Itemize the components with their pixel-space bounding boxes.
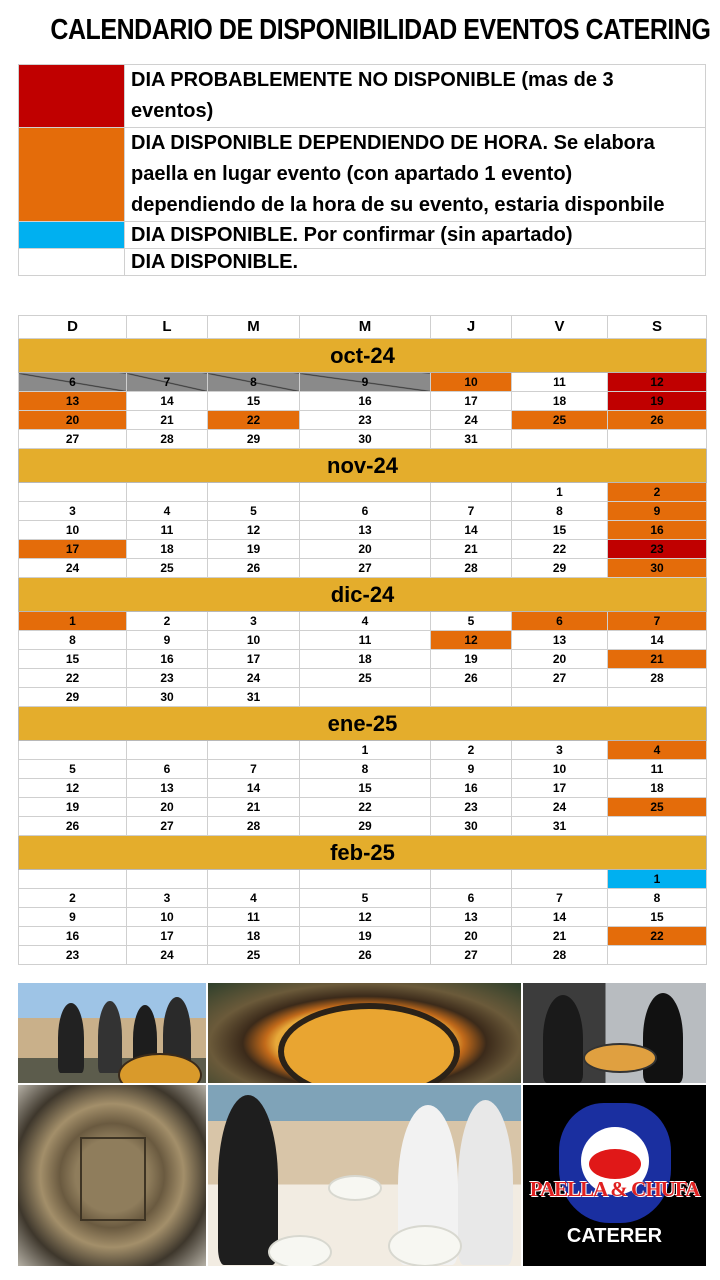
- legend-swatch-blue: [19, 222, 125, 249]
- day-cell: 19: [431, 650, 512, 669]
- day-cell: [608, 430, 707, 449]
- day-cell: 25: [608, 798, 707, 817]
- page-title: CALENDARIO DE DISPONIBILIDAD EVENTOS CATERING: [50, 14, 711, 46]
- day-cell: 10: [127, 908, 208, 927]
- legend-swatch-orange: [19, 128, 125, 222]
- day-cell: [127, 741, 208, 760]
- day-cell: 3: [208, 612, 300, 631]
- day-cell: 27: [431, 946, 512, 965]
- day-cell: 7: [431, 502, 512, 521]
- week-row: [19, 688, 707, 707]
- day-cell: 27: [19, 430, 127, 449]
- day-cell: 5: [431, 612, 512, 631]
- day-cell: 7: [512, 889, 608, 908]
- photo-collage: [18, 983, 706, 1266]
- day-cell: 18: [512, 392, 608, 411]
- day-cell: 8: [208, 373, 300, 392]
- day-cell: 31: [431, 430, 512, 449]
- day-cell: 27: [300, 559, 431, 578]
- day-cell: 19: [208, 540, 300, 559]
- day-cell: 1: [19, 612, 127, 631]
- logo-caterer-text: CATERER: [566, 1225, 663, 1247]
- day-cell: 20: [127, 798, 208, 817]
- day-cell: 5: [19, 760, 127, 779]
- week-row: [19, 669, 707, 688]
- week-row: [19, 540, 707, 559]
- legend-text: DIA DISPONIBLE DEPENDIENDO DE HORA. Se elabora paella en lugar evento (con apartado 1 evento) dependiendo de la hora de su evento, estaria disponbile: [125, 128, 706, 222]
- day-cell: 30: [431, 817, 512, 836]
- day-cell: 8: [512, 502, 608, 521]
- day-cell: 12: [300, 908, 431, 927]
- day-cell: [431, 483, 512, 502]
- day-cell: 19: [19, 798, 127, 817]
- day-cell: 13: [19, 392, 127, 411]
- day-cell: 31: [512, 817, 608, 836]
- day-cell: 15: [19, 650, 127, 669]
- photo-award-pan: [18, 1085, 206, 1266]
- day-cell: 17: [127, 927, 208, 946]
- week-row: [19, 373, 707, 392]
- day-cell: 14: [512, 908, 608, 927]
- day-cell: 22: [208, 411, 300, 430]
- day-cell: 15: [208, 392, 300, 411]
- day-cell: 25: [127, 559, 208, 578]
- day-cell: [300, 688, 431, 707]
- day-cell: [608, 946, 707, 965]
- week-row: [19, 430, 707, 449]
- week-row: [19, 392, 707, 411]
- month-label: ene-25: [19, 707, 707, 741]
- day-cell: 11: [512, 373, 608, 392]
- day-cell: 16: [608, 521, 707, 540]
- legend-row: [19, 65, 706, 128]
- week-row: [19, 946, 707, 965]
- day-cell: 17: [208, 650, 300, 669]
- day-cell: [512, 688, 608, 707]
- legend-text: DIA DISPONIBLE. Por confirmar (sin apartado): [125, 222, 706, 249]
- weekday-header: S: [608, 316, 707, 339]
- photo-paella-pan: [208, 983, 521, 1083]
- day-cell: 2: [608, 483, 707, 502]
- day-cell: 20: [300, 540, 431, 559]
- day-cell: [127, 870, 208, 889]
- day-cell: 30: [300, 430, 431, 449]
- weekday-header: M: [208, 316, 300, 339]
- day-cell: 21: [431, 540, 512, 559]
- legend-swatch-red: [19, 65, 125, 128]
- week-row: [19, 927, 707, 946]
- day-cell: 30: [608, 559, 707, 578]
- week-row: [19, 411, 707, 430]
- day-cell: 28: [608, 669, 707, 688]
- day-cell: 6: [512, 612, 608, 631]
- weekday-header: V: [512, 316, 608, 339]
- day-cell: [208, 741, 300, 760]
- day-cell: 28: [512, 946, 608, 965]
- day-cell: [19, 483, 127, 502]
- photo-logo: [523, 1085, 706, 1266]
- day-cell: 20: [512, 650, 608, 669]
- day-cell: 23: [431, 798, 512, 817]
- day-cell: 8: [19, 631, 127, 650]
- day-cell: 23: [300, 411, 431, 430]
- day-cell: 4: [127, 502, 208, 521]
- month-label: feb-25: [19, 836, 707, 870]
- day-cell: 15: [512, 521, 608, 540]
- month-header-row: [19, 836, 707, 870]
- day-cell: 24: [19, 559, 127, 578]
- day-cell: 6: [431, 889, 512, 908]
- day-cell: 14: [431, 521, 512, 540]
- day-cell: [300, 870, 431, 889]
- day-cell: 27: [127, 817, 208, 836]
- day-cell: [512, 430, 608, 449]
- legend-row: [19, 128, 706, 222]
- day-cell: 21: [608, 650, 707, 669]
- week-row: [19, 559, 707, 578]
- day-cell: 5: [208, 502, 300, 521]
- day-cell: 24: [208, 669, 300, 688]
- day-cell: 24: [127, 946, 208, 965]
- day-cell: 2: [431, 741, 512, 760]
- day-cell: 15: [300, 779, 431, 798]
- day-cell: 17: [431, 392, 512, 411]
- day-cell: 24: [431, 411, 512, 430]
- day-cell: 9: [127, 631, 208, 650]
- day-cell: 3: [512, 741, 608, 760]
- day-cell: 11: [608, 760, 707, 779]
- day-cell: 18: [608, 779, 707, 798]
- day-cell: 12: [208, 521, 300, 540]
- legend-table: [18, 64, 706, 276]
- legend-row: [19, 249, 706, 276]
- day-cell: 26: [300, 946, 431, 965]
- day-cell: 19: [608, 392, 707, 411]
- day-cell: 26: [208, 559, 300, 578]
- month-header-row: [19, 339, 707, 373]
- day-cell: [19, 870, 127, 889]
- day-cell: 7: [608, 612, 707, 631]
- day-cell: 14: [208, 779, 300, 798]
- day-cell: 8: [608, 889, 707, 908]
- day-cell: [512, 870, 608, 889]
- day-cell: 13: [300, 521, 431, 540]
- day-cell: 20: [431, 927, 512, 946]
- legend-text: DIA DISPONIBLE.: [125, 249, 706, 276]
- week-row: [19, 817, 707, 836]
- day-cell: [208, 870, 300, 889]
- weekday-header: M: [300, 316, 431, 339]
- day-cell: 6: [19, 373, 127, 392]
- day-cell: 18: [208, 927, 300, 946]
- day-cell: 10: [512, 760, 608, 779]
- logo-wordmark: PAELLA & CHUFA: [529, 1177, 700, 1201]
- day-cell: 30: [127, 688, 208, 707]
- day-cell: 10: [208, 631, 300, 650]
- day-cell: 26: [608, 411, 707, 430]
- day-cell: 21: [208, 798, 300, 817]
- day-cell: 9: [431, 760, 512, 779]
- day-cell: 31: [208, 688, 300, 707]
- day-cell: 1: [512, 483, 608, 502]
- week-row: [19, 798, 707, 817]
- month-header-row: [19, 578, 707, 612]
- day-cell: 10: [431, 373, 512, 392]
- day-cell: [208, 483, 300, 502]
- day-cell: 18: [127, 540, 208, 559]
- day-cell: 19: [300, 927, 431, 946]
- day-cell: 22: [608, 927, 707, 946]
- photo-chefs-serving: [523, 983, 706, 1083]
- weekday-header-row: [19, 316, 707, 339]
- week-row: [19, 870, 707, 889]
- day-cell: 14: [608, 631, 707, 650]
- legend-swatch-white: [19, 249, 125, 276]
- day-cell: 29: [300, 817, 431, 836]
- month-label: dic-24: [19, 578, 707, 612]
- day-cell: 27: [512, 669, 608, 688]
- calendar-body: [19, 316, 707, 965]
- day-cell: 29: [19, 688, 127, 707]
- day-cell: 28: [127, 430, 208, 449]
- day-cell: [300, 483, 431, 502]
- day-cell: 26: [431, 669, 512, 688]
- day-cell: 7: [127, 373, 208, 392]
- day-cell: 4: [208, 889, 300, 908]
- legend-text: DIA PROBABLEMENTE NO DISPONIBLE (mas de 3 eventos): [125, 65, 706, 128]
- month-label: oct-24: [19, 339, 707, 373]
- day-cell: 16: [19, 927, 127, 946]
- day-cell: 16: [127, 650, 208, 669]
- day-cell: 1: [300, 741, 431, 760]
- day-cell: 3: [19, 502, 127, 521]
- day-cell: [431, 688, 512, 707]
- day-cell: 23: [19, 946, 127, 965]
- week-row: [19, 741, 707, 760]
- day-cell: 9: [19, 908, 127, 927]
- day-cell: 4: [300, 612, 431, 631]
- day-cell: 20: [19, 411, 127, 430]
- weekday-header: L: [127, 316, 208, 339]
- day-cell: 28: [431, 559, 512, 578]
- day-cell: 13: [512, 631, 608, 650]
- month-label: nov-24: [19, 449, 707, 483]
- day-cell: [431, 870, 512, 889]
- week-row: [19, 502, 707, 521]
- week-row: [19, 760, 707, 779]
- week-row: [19, 612, 707, 631]
- week-row: [19, 779, 707, 798]
- lobster-icon: [589, 1149, 641, 1179]
- week-row: [19, 631, 707, 650]
- day-cell: 25: [300, 669, 431, 688]
- day-cell: 5: [300, 889, 431, 908]
- day-cell: 7: [208, 760, 300, 779]
- day-cell: 16: [300, 392, 431, 411]
- day-cell: 14: [127, 392, 208, 411]
- day-cell: 24: [512, 798, 608, 817]
- day-cell: 22: [512, 540, 608, 559]
- day-cell: 23: [608, 540, 707, 559]
- week-row: [19, 650, 707, 669]
- legend-row: [19, 222, 706, 249]
- day-cell: 1: [608, 870, 707, 889]
- day-cell: 11: [208, 908, 300, 927]
- week-row: [19, 908, 707, 927]
- day-cell: 25: [512, 411, 608, 430]
- day-cell: 9: [608, 502, 707, 521]
- day-cell: 29: [208, 430, 300, 449]
- day-cell: 3: [127, 889, 208, 908]
- day-cell: 18: [300, 650, 431, 669]
- day-cell: 10: [19, 521, 127, 540]
- logo-emblem: [559, 1103, 671, 1223]
- day-cell: [127, 483, 208, 502]
- day-cell: 22: [19, 669, 127, 688]
- day-cell: 15: [608, 908, 707, 927]
- day-cell: 8: [300, 760, 431, 779]
- weekday-header: D: [19, 316, 127, 339]
- day-cell: [19, 741, 127, 760]
- day-cell: 12: [608, 373, 707, 392]
- day-cell: 11: [300, 631, 431, 650]
- calendar-table: [18, 315, 707, 965]
- day-cell: 21: [512, 927, 608, 946]
- photo-chefs-outdoor: [18, 983, 206, 1083]
- month-header-row: [19, 449, 707, 483]
- day-cell: 12: [19, 779, 127, 798]
- day-cell: 23: [127, 669, 208, 688]
- day-cell: 22: [300, 798, 431, 817]
- day-cell: 6: [127, 760, 208, 779]
- day-cell: 2: [127, 612, 208, 631]
- day-cell: 12: [431, 631, 512, 650]
- day-cell: 26: [19, 817, 127, 836]
- day-cell: 13: [127, 779, 208, 798]
- day-cell: 25: [208, 946, 300, 965]
- day-cell: 4: [608, 741, 707, 760]
- day-cell: 2: [19, 889, 127, 908]
- day-cell: 21: [127, 411, 208, 430]
- day-cell: 6: [300, 502, 431, 521]
- week-row: [19, 889, 707, 908]
- photo-guests-table: [208, 1085, 521, 1266]
- week-row: [19, 483, 707, 502]
- day-cell: 16: [431, 779, 512, 798]
- month-header-row: [19, 707, 707, 741]
- week-row: [19, 521, 707, 540]
- day-cell: 9: [300, 373, 431, 392]
- day-cell: 17: [512, 779, 608, 798]
- day-cell: 13: [431, 908, 512, 927]
- day-cell: 29: [512, 559, 608, 578]
- weekday-header: J: [431, 316, 512, 339]
- day-cell: 17: [19, 540, 127, 559]
- day-cell: [608, 817, 707, 836]
- day-cell: [608, 688, 707, 707]
- day-cell: 28: [208, 817, 300, 836]
- day-cell: 11: [127, 521, 208, 540]
